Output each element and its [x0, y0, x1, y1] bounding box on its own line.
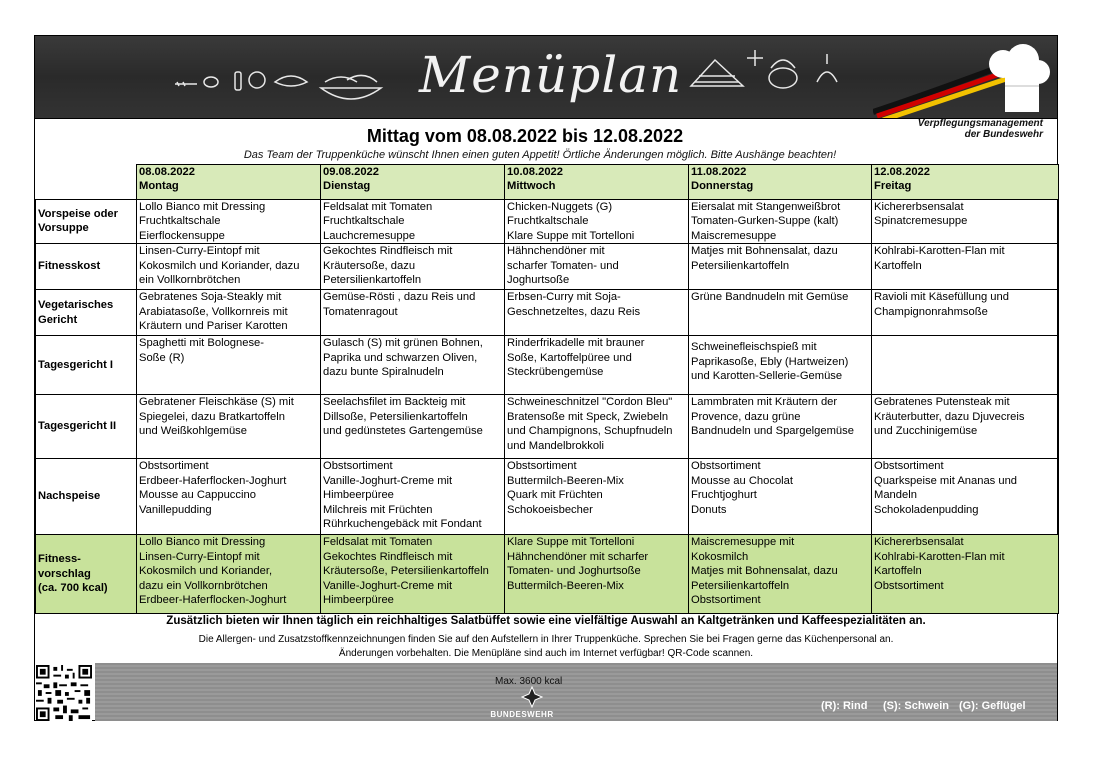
dish-line: Erdbeer-Haferflocken-Joghurt	[139, 474, 287, 487]
dish-line: Rührkuchengebäck mit Fondant	[323, 518, 482, 530]
dish-line: Obstsortiment	[323, 460, 393, 472]
dish-line: Klare Suppe mit Tortelloni	[507, 229, 635, 242]
dish-line: und Karotten-Sellerie-Gemüse	[691, 370, 843, 382]
dish-line: Ravioli mit Käsefüllung und	[874, 291, 1009, 303]
dish-line: Matjes mit Bohnensalat, dazu	[691, 565, 838, 577]
menu-cell	[137, 290, 321, 336]
menu-row	[36, 459, 1059, 535]
dish-line: Linsen-Curry-Eintopf mit	[139, 245, 260, 257]
row-label	[36, 244, 137, 290]
dish-line: Fruchtkaltschale	[507, 215, 589, 227]
dish-line: Gebratenes Soja-Steakly mit	[139, 291, 282, 303]
dish-line: Schweinefleischspieß mit	[691, 341, 817, 353]
dish-line: Obstsortiment	[874, 460, 944, 472]
dish-line: Fruchtkaltschale	[139, 215, 221, 227]
day-header-row	[36, 165, 1059, 200]
dish-line: Chicken-Nuggets (G)	[507, 200, 613, 213]
dish-line: Feldsalat mit Tomaten	[323, 536, 433, 548]
row-label-line: Fitnesskost	[38, 260, 101, 273]
dish-line: Gebratener Fleischkäse (S) mit	[139, 396, 294, 408]
dish-line: Donuts	[691, 503, 727, 516]
dish-line: Petersilienkartoffeln	[691, 259, 790, 272]
dish-line: und Zucchinigemüse	[874, 425, 978, 437]
menu-cell	[872, 459, 1059, 535]
dish-line: Tomatenragout	[323, 305, 398, 318]
menu-cell	[137, 459, 321, 535]
row-label-line: Fitness-	[38, 553, 81, 566]
row-label-line: Vegetarisches	[38, 299, 114, 311]
row-label	[36, 290, 137, 336]
chef-hat-logo-icon	[873, 42, 1053, 118]
menu-cell	[505, 535, 689, 614]
menu-cell	[505, 244, 689, 290]
dish-line: Kartoffeln	[874, 259, 922, 272]
day-header-mittwoch	[505, 165, 689, 200]
day-date: 12.08.2022	[874, 166, 930, 178]
dish-line: Seelachsfilet im Backteig mit	[323, 396, 466, 408]
dish-line: Linsen-Curry-Eintopf mit	[139, 550, 260, 563]
dish-line: Geschnetzeltes, dazu Reis	[507, 305, 641, 318]
dish-line: Erdbeer-Haferflocken-Joghurt	[139, 594, 287, 606]
row-label-line: Gericht	[38, 313, 78, 326]
dish-line: Lollo Bianco mit Dressing	[139, 536, 266, 548]
dish-line: Eiersalat mit Stangenweißbrot	[691, 200, 841, 213]
day-name: Mittwoch	[507, 180, 556, 192]
energy-note: Max. 3600 kcal	[495, 676, 563, 687]
bundeswehr-cross-icon	[521, 686, 543, 708]
menu-cell	[689, 395, 872, 459]
dish-line: Lammbraten mit Kräutern der	[691, 396, 838, 408]
row-label-line: Vorsuppe	[38, 222, 89, 235]
dish-line: und Weißkohlgemüse	[139, 425, 247, 437]
menu-cell	[137, 244, 321, 290]
dish-line: Bandnudeln und Spargelgemüse	[691, 425, 854, 437]
changes-note: Änderungen vorbehalten. Die Menüpläne sind auch im Internet verfügbar! QR-Code scannen.	[338, 648, 754, 659]
row-label	[36, 199, 137, 244]
dish-line: Maiscremesuppe mit	[691, 536, 795, 548]
day-date: 11.08.2022	[691, 166, 747, 178]
menu-cell	[505, 290, 689, 336]
menu-cell	[505, 336, 689, 395]
menu-cell	[872, 199, 1059, 244]
dish-line: Buttermilch-Beeren-Mix	[507, 474, 624, 487]
dish-line: Spinatcremesuppe	[874, 215, 968, 227]
legend-beef: (R): Rind	[821, 700, 868, 712]
menu-row	[36, 199, 1059, 244]
dish-line: Tomaten-Gurken-Suppe (kalt)	[691, 215, 839, 227]
menu-cell	[505, 199, 689, 244]
dish-line: Fruchtjoghurt	[691, 489, 757, 501]
row-label	[36, 336, 137, 395]
brand-line-1: Verpflegungsmanagement	[917, 118, 1043, 129]
legend-pork: (S): Schwein	[883, 700, 950, 712]
menu-cell	[321, 290, 505, 336]
menu-cell	[689, 244, 872, 290]
menu-cell	[689, 459, 872, 535]
menu-cell	[137, 395, 321, 459]
row-label	[36, 535, 137, 614]
dish-line: Kokosmilch	[691, 550, 749, 563]
menu-cell	[137, 336, 321, 395]
dish-line: Schokoladenpudding	[874, 503, 979, 516]
dish-line: Obstsortiment	[507, 460, 577, 472]
dish-line: Obstsortiment	[139, 460, 209, 472]
row-label	[36, 395, 137, 459]
dish-line: ein Vollkornbrötchen	[139, 274, 241, 286]
dish-line: Petersilienkartoffeln	[323, 274, 422, 286]
dish-line: Mousse au Cappuccino	[139, 489, 256, 501]
dish-line: Hähnchendöner mit	[507, 245, 605, 257]
menu-cell	[689, 199, 872, 244]
menu-row	[36, 535, 1059, 614]
dish-line: Champignonrahmsoße	[874, 305, 988, 318]
dish-line: scharfer Tomaten- und	[507, 259, 619, 272]
header-corner	[36, 165, 137, 200]
row-label-line: Nachspeise	[38, 490, 101, 503]
dish-line: Gebratenes Putensteak mit	[874, 396, 1010, 408]
dish-line: Fruchtkaltschale	[323, 215, 405, 227]
dish-line: Matjes mit Bohnensalat, dazu	[691, 245, 838, 257]
menu-table	[35, 164, 1059, 614]
dish-line: Kichererbsensalat	[874, 536, 964, 548]
dish-line: dazu bunte Spiralnudeln	[323, 366, 444, 378]
dish-line: Lollo Bianco mit Dressing	[139, 200, 266, 213]
dish-line: Kräutern und Pariser Karotten	[139, 320, 288, 332]
dish-line: Vanillepudding	[139, 503, 212, 516]
menu-cell	[689, 535, 872, 614]
row-label	[36, 459, 137, 535]
banner-title: Menüplan	[419, 46, 683, 104]
menu-subtitle: Das Team der Truppenküche wünscht Ihnen einen guten Appetit! Örtliche Änderungen möglich. Bitte Aushänge beachten!	[243, 149, 837, 161]
menu-cell	[321, 459, 505, 535]
row-label-line: Tagesgericht I	[38, 358, 114, 371]
food-doodles-left-icon	[171, 68, 411, 108]
dish-line: Soße (R)	[139, 351, 185, 364]
day-name: Donnerstag	[691, 180, 754, 192]
dish-line: Vanille-Joghurt-Creme mit	[323, 474, 453, 487]
legend-poultry: (G): Geflügel	[959, 700, 1026, 712]
dish-line: Provence, dazu grüne	[691, 410, 801, 423]
dish-line: Joghurtsoße	[507, 274, 570, 286]
dish-line: Gulasch (S) mit grünen Bohnen,	[323, 337, 483, 349]
dish-line: Milchreis mit Früchten	[323, 503, 433, 516]
dish-line: Grüne Bandnudeln mit Gemüse	[691, 291, 849, 303]
dish-line: Obstsortiment	[874, 579, 944, 592]
row-label-line: (ca. 700 kcal)	[38, 582, 108, 595]
dish-line: Eierflockensuppe	[139, 229, 225, 242]
menu-cell	[321, 244, 505, 290]
dish-line: Gemüse-Rösti , dazu Reis und	[323, 291, 476, 303]
dish-line: Schweineschnitzel "Cordon Bleu"	[507, 396, 673, 408]
dish-line: Rinderfrikadelle mit brauner	[507, 337, 645, 349]
day-date: 10.08.2022	[507, 166, 563, 178]
menu-cell	[872, 395, 1059, 459]
dish-line: Spiegelei, dazu Bratkartoffeln	[139, 410, 285, 423]
menu-cell	[872, 244, 1059, 290]
dish-line: Klare Suppe mit Tortelloni	[507, 536, 635, 548]
menu-cell	[689, 336, 872, 395]
allergen-note: Die Allergen- und Zusatzstoffkennzeichnungen finden Sie auf den Aufstellern in Ihrer Truppenküche. Sprechen Sie bei Fragen gerne das Küchenpersonal an.	[198, 634, 894, 645]
dish-line: Quark mit Früchten	[507, 489, 603, 501]
dish-line: Bratensoße mit Speck, Zwiebeln	[507, 410, 669, 423]
day-header-dienstag	[321, 165, 505, 200]
dish-line: Kokosmilch und Koriander, dazu	[139, 259, 300, 272]
dish-line: Lauchcremesuppe	[323, 229, 416, 242]
dish-line: Kräutersoße, Petersilienkartoffeln	[323, 565, 489, 577]
dish-line: Vanille-Joghurt-Creme mit	[323, 579, 453, 592]
dish-line: Kohlrabi-Karotten-Flan mit	[874, 245, 1005, 257]
dish-line: Hähnchendöner mit scharfer	[507, 550, 649, 563]
dish-line: Paprika und schwarzen Oliven,	[323, 351, 478, 364]
menu-cell	[321, 535, 505, 614]
day-header-freitag	[872, 165, 1059, 200]
dish-line: Obstsortiment	[691, 460, 761, 472]
dish-line: Buttermilch-Beeren-Mix	[507, 579, 624, 592]
menu-cell	[321, 395, 505, 459]
dish-line: Tomaten- und Joghurtsoße	[507, 565, 641, 577]
dish-line: Arabiatasoße, Vollkornreis mit	[139, 305, 288, 318]
day-name: Montag	[139, 180, 179, 192]
menu-cell	[321, 336, 505, 395]
day-header-montag	[137, 165, 321, 200]
menu-row	[36, 336, 1059, 395]
dish-line: Dillsoße, Petersilienkartoffeln	[323, 410, 468, 423]
dish-line: Erbsen-Curry mit Soja-	[507, 291, 621, 303]
dish-line: Mandeln	[874, 489, 917, 501]
dish-line: Kichererbsensalat	[874, 200, 964, 213]
row-label-line: Tagesgericht II	[38, 420, 117, 433]
dish-line: Kräuterbutter, dazu Djuvecreis	[874, 410, 1025, 423]
dish-line: Gekochtes Rindfleisch mit	[323, 550, 453, 563]
menu-cell	[321, 199, 505, 244]
menu-cell	[872, 535, 1059, 614]
qr-code-icon[interactable]	[35, 665, 93, 721]
dish-line: Obstsortiment	[691, 594, 761, 606]
dish-line: Spaghetti mit Bolognese-	[139, 337, 265, 349]
dish-line: Schokoeisbecher	[507, 503, 593, 516]
row-label-line: vorschlag	[38, 567, 91, 580]
dish-line: dazu ein Vollkornbrötchen	[139, 579, 268, 592]
header-banner	[35, 36, 1057, 119]
menu-cell	[137, 199, 321, 244]
brand-line-2: der Bundeswehr	[964, 129, 1043, 140]
dish-line: Steckrübengemüse	[507, 366, 604, 378]
menu-cell	[137, 535, 321, 614]
bundeswehr-label: BUNDESWEHR	[490, 710, 554, 719]
day-date: 09.08.2022	[323, 166, 379, 178]
row-label-line: Vorspeise oder	[38, 207, 118, 220]
dish-line: Kräutersoße, dazu	[323, 259, 416, 272]
dish-line: Paprikasoße, Ebly (Hartweizen)	[691, 355, 849, 368]
dish-line: Mousse au Chocolat	[691, 474, 793, 487]
dish-line: Kohlrabi-Karotten-Flan mit	[874, 550, 1005, 563]
dish-line: und Mandelbrokkoli	[507, 439, 605, 452]
dish-line: Quarkspeise mit Ananas und	[874, 474, 1018, 487]
day-name: Freitag	[874, 180, 912, 192]
dish-line: Kokosmilch und Koriander,	[139, 565, 273, 577]
menu-cell	[505, 395, 689, 459]
salad-note: Zusätzlich bieten wir Ihnen täglich ein reichhaltiges Salatbüffet sowie eine vielfältige Auswahl an Kaltgetränken und Kaffeespezialitäten an.	[166, 615, 926, 627]
food-doodles-right-icon	[685, 42, 895, 104]
dish-line: Kartoffeln	[874, 565, 922, 577]
menu-period-title: Mittag vom 08.08.2022 bis 12.08.2022	[366, 126, 684, 146]
day-name: Dienstag	[323, 180, 371, 192]
menu-cell	[872, 290, 1059, 336]
footer-bar	[95, 663, 1057, 721]
dish-line: Himbeerpüree	[323, 594, 394, 606]
day-date: 08.08.2022	[139, 166, 195, 178]
dish-line: und Champignons, Schupfnudeln	[507, 425, 673, 437]
menu-row	[36, 244, 1059, 290]
dish-line: Himbeerpüree	[323, 489, 394, 501]
dish-line: Maiscremesuppe	[691, 229, 777, 242]
menu-cell	[689, 290, 872, 336]
dish-line: Petersilienkartoffeln	[691, 579, 790, 592]
menu-page	[34, 35, 1058, 721]
menu-row	[36, 290, 1059, 336]
menu-cell	[872, 336, 1059, 395]
dish-line: Feldsalat mit Tomaten	[323, 200, 433, 213]
dish-line: Gekochtes Rindfleisch mit	[323, 245, 453, 257]
menu-cell	[505, 459, 689, 535]
menu-row	[36, 395, 1059, 459]
dish-line: und gedünstetes Gartengemüse	[323, 425, 483, 437]
day-header-donnerstag	[689, 165, 872, 200]
dish-line: Soße, Kartoffelpüree und	[507, 351, 632, 364]
